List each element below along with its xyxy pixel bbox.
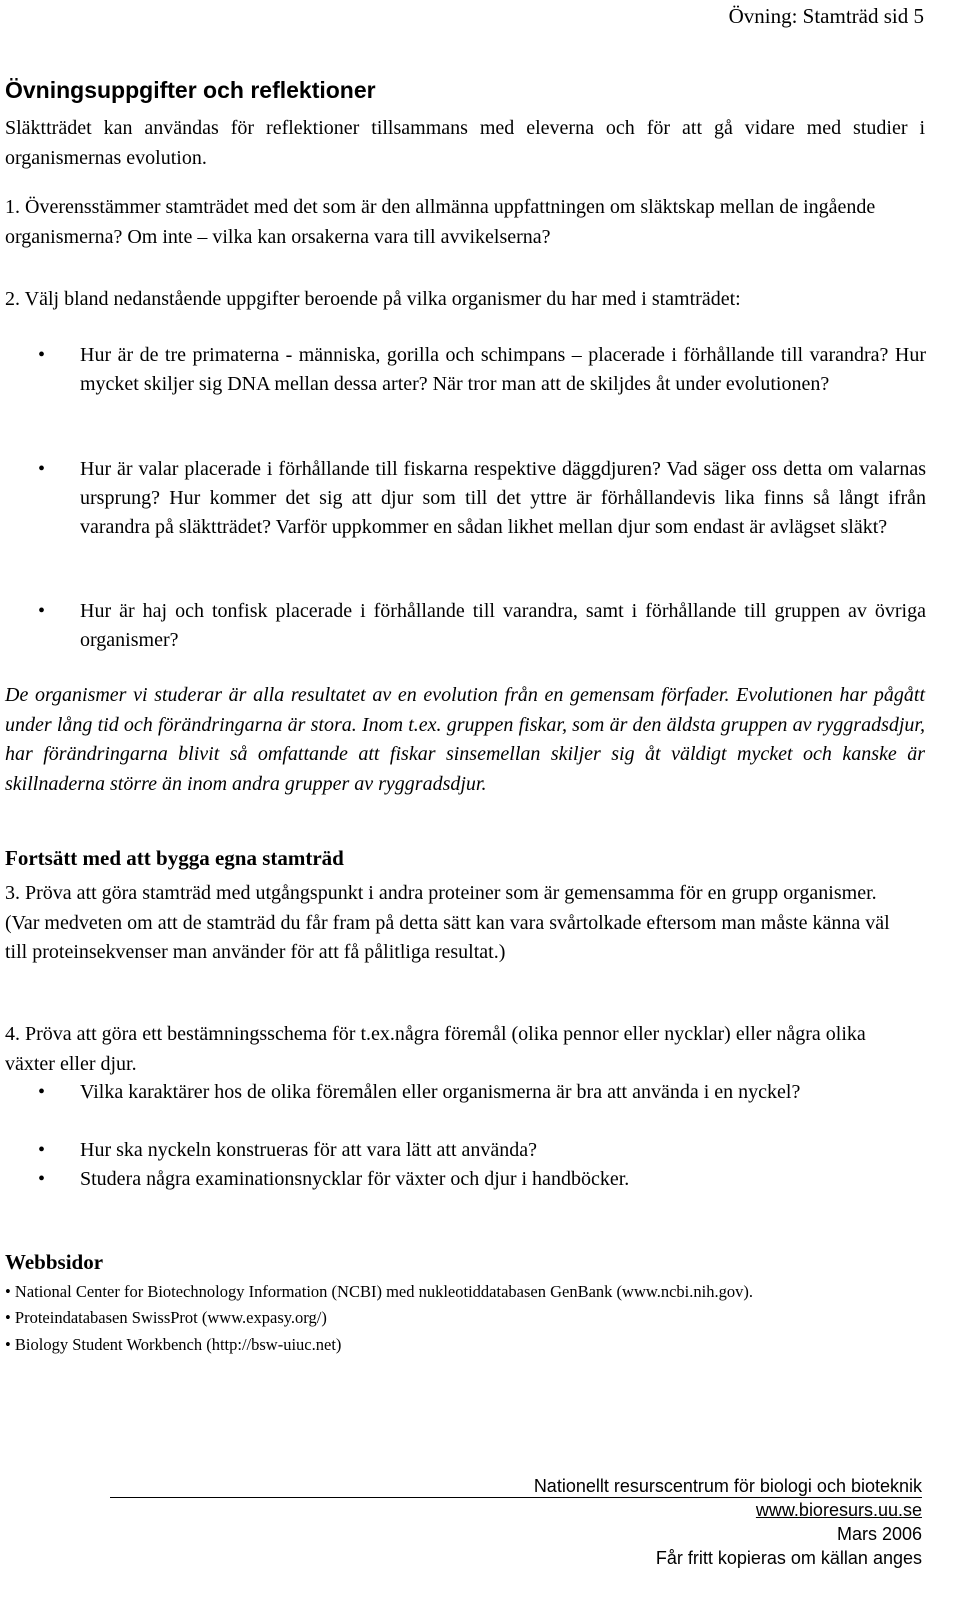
section-heading-exercises: Övningsuppgifter och reflektioner [5,77,376,103]
bullet-text: Hur är haj och tonfisk placerade i förhållande till varandra, samt i förhållande till gruppen av övriga organismer? [80,600,926,651]
bullet-text: Vilka karaktärer hos de olika föremålen eller organismerna är bra att använda i en nyckel? [80,1081,801,1103]
footer-license: Får fritt kopieras om källan anges [655,1548,922,1568]
bullet-icon: • [38,1081,46,1103]
bullet-text: Hur är de tre primaterna - människa, gorilla och schimpans – placerade i förhållande till varandra? Hur mycket skiljer sig DNA mellan dessa arter? När tror man att de skiljdes åt under evolutionen? [80,344,926,395]
section-heading-build-trees: Fortsätt med att bygga egna stamträd [5,846,344,870]
question-1: 1. Överensstämmer stamträdet med det som är den allmänna uppfattningen om släktskap mellan de ingående organismerna? Om inte – vilka kan orsakerna vara till avvikelserna? [5,196,876,248]
intro-paragraph: Släktträdet kan användas för reflektioner tillsammans med eleverna och för att gå vidare med studier i organismernas evolution. [5,117,925,169]
bullet-icon: • [38,1139,46,1161]
bullet-text: Studera några examinationsnycklar för växter och djur i handböcker. [80,1168,630,1190]
evolution-note-paragraph: De organismer vi studerar är alla resultatet av en evolution från en gemensam förfader. Evolutionen har pågått under lång tid och förändringarna är stora. Inom t.ex. gruppen fiskar, som är den äldsta gruppen av ryggradsdjur, har förändringarna blivit så omfattande att fiskar sinsemellan skiljer sig åt väldigt mycket och kanske är skillnaderna större än inom andra grupper av ryggradsdjur. [5,684,925,795]
footer-website-link[interactable]: www.bioresurs.uu.se [755,1500,922,1520]
website-link-ncbi[interactable]: • National Center for Biotechnology Information (NCBI) med nukleotiddatabasen GenBank (www.ncbi.nih.gov). [5,1282,753,1301]
footer-organization: Nationellt resurscentrum för biologi och bioteknik [533,1476,922,1496]
footer-date: Mars 2006 [836,1524,922,1544]
bullet-text: Hur är valar placerade i förhållande till fiskarna respektive däggdjuren? Vad säger oss detta om valarnas ursprung? Hur kommer det sig att djur som till det yttre är förhållandevis lika finns så långt ifrån varandra på släktträdet? Varför uppkommer en sådan likhet mellan djur som endast är avlägset släkt? [80,458,926,538]
section-heading-websites: Webbsidor [5,1250,104,1274]
bullet-icon: • [38,1168,46,1190]
page-number-label: Övning: Stamträd sid 5 [728,4,924,28]
website-link-biology-workbench[interactable]: • Biology Student Workbench (http://bsw-uiuc.net) [5,1335,342,1354]
bullet-text: Hur ska nyckeln konstrueras för att vara lätt att använda? [80,1139,538,1161]
question-4: 4. Pröva att göra ett bestämningsschema för t.ex.några föremål (olika pennor eller nycklar) eller några olika växter eller djur. [5,1023,866,1075]
bullet-icon: • [38,458,46,480]
website-link-swissprot[interactable]: • Proteindatabasen SwissProt (www.expasy.org/) [5,1308,327,1327]
bullet-icon: • [38,600,46,622]
question-2: 2. Välj bland nedanstående uppgifter beroende på vilka organismer du har med i stamträdet: [5,288,741,310]
bullet-icon: • [38,344,46,366]
question-3: 3. Pröva att göra stamträd med utgångspunkt i andra proteiner som är gemensamma för en grupp organismer. (Var medveten om att de stamträd du får fram på detta sätt kan vara svårtolkade eftersom man måste känna väl till proteinsekvenser man använder för att få pålitliga resultat.) [5,882,890,963]
